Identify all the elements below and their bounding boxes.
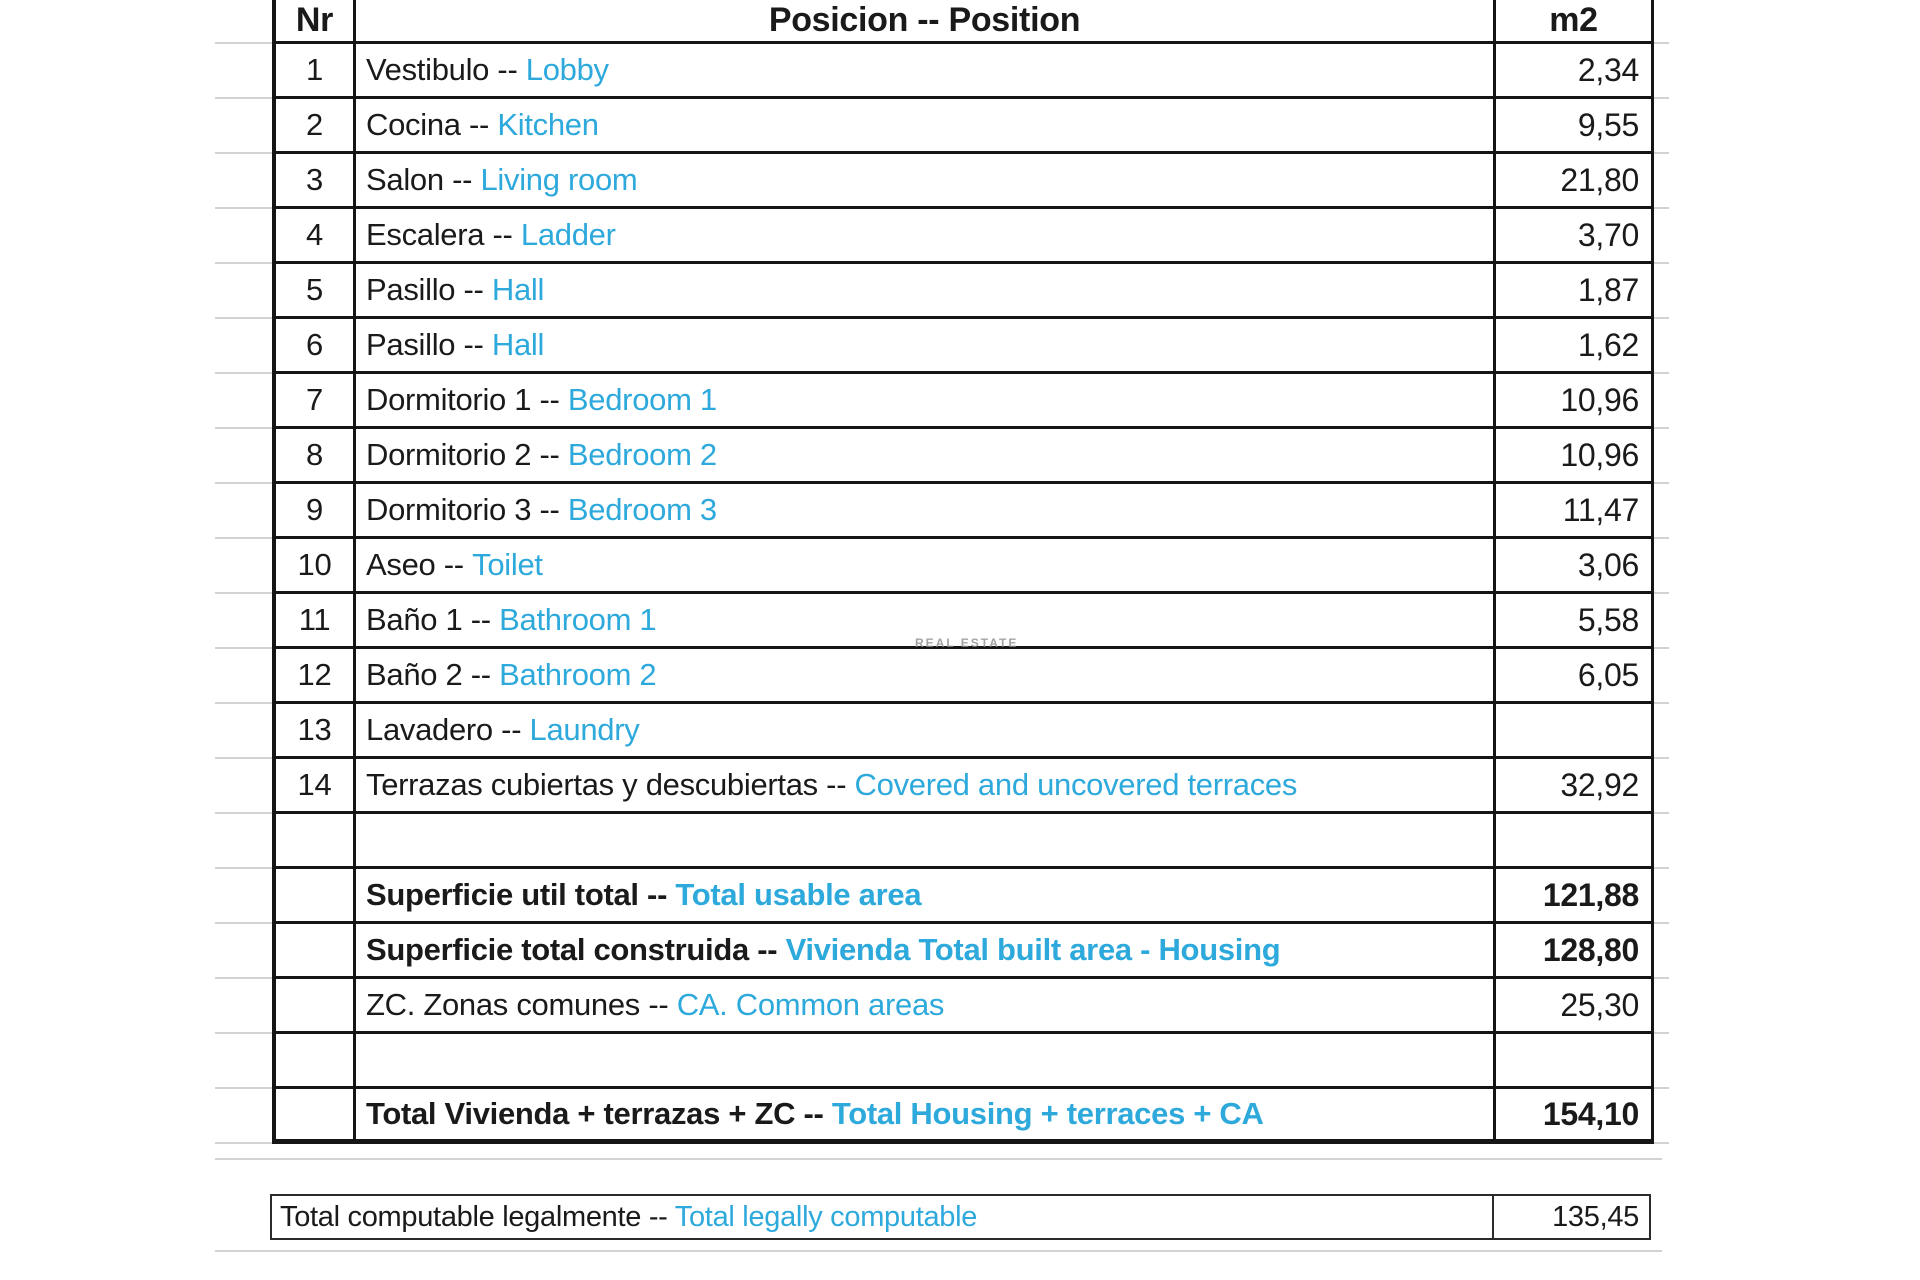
gridline-stub xyxy=(215,924,272,979)
table-row-2 xyxy=(276,99,1654,154)
m2-cell: 6,05 xyxy=(1496,649,1654,704)
gridline-stub xyxy=(1654,154,1669,209)
position-spanish: Pasillo -- xyxy=(366,272,484,307)
m2-cell xyxy=(1496,814,1654,869)
position-cell xyxy=(356,99,1496,154)
position-spanish: Escalera -- xyxy=(366,217,513,252)
gridline-stub xyxy=(1654,484,1669,539)
legal-total-en: Total legally computable xyxy=(674,1200,978,1233)
gridline-stub xyxy=(1654,374,1669,429)
position-english: Bedroom 3 xyxy=(559,492,717,527)
position-english: Hall xyxy=(483,272,545,307)
m2-cell: 21,80 xyxy=(1496,154,1654,209)
row-number: 7 xyxy=(276,374,356,429)
gridline-stub xyxy=(215,99,272,154)
row-number xyxy=(276,924,356,979)
summary-row xyxy=(276,979,1654,1034)
table-row-8 xyxy=(276,429,1654,484)
position-english: Lobby xyxy=(517,52,609,87)
row-number: 1 xyxy=(276,44,356,99)
gridline-stub xyxy=(1654,924,1669,979)
position-spanish: Superficie util total -- xyxy=(366,877,668,912)
gridline-stub xyxy=(1654,319,1669,374)
m2-cell: 3,06 xyxy=(1496,539,1654,594)
gridline-stub xyxy=(1654,0,1669,44)
gridline-stub xyxy=(1654,1089,1669,1144)
m2-cell: 128,80 xyxy=(1496,924,1654,979)
row-number: 14 xyxy=(276,759,356,814)
gridline-stub xyxy=(215,1034,272,1089)
position-spanish: Superficie total construida -- xyxy=(366,932,778,967)
position-spanish: Cocina -- xyxy=(366,107,490,142)
gridline-stub xyxy=(215,264,272,319)
summary-row xyxy=(276,924,1654,979)
m2-cell: 121,88 xyxy=(1496,869,1654,924)
position-english: Bathroom 2 xyxy=(490,657,657,692)
header-row xyxy=(276,0,1654,44)
position-cell xyxy=(356,704,1496,759)
row-number xyxy=(276,814,356,869)
gridline-stub xyxy=(1654,869,1669,924)
table-row-3 xyxy=(276,154,1654,209)
header-m2: m2 xyxy=(1496,0,1654,44)
gridline-stub xyxy=(1654,649,1669,704)
row-number: 4 xyxy=(276,209,356,264)
row-number xyxy=(276,1034,356,1089)
gap-gridline-bottom xyxy=(215,1250,1662,1252)
row-number: 6 xyxy=(276,319,356,374)
gridline-stub xyxy=(215,704,272,759)
position-english: Ladder xyxy=(512,217,616,252)
gridline-stub xyxy=(1654,1034,1669,1089)
gridline-stub xyxy=(215,154,272,209)
position-english: Toilet xyxy=(463,547,543,582)
legal-total-label xyxy=(272,1201,1492,1234)
table-row-10 xyxy=(276,539,1654,594)
summary-row xyxy=(276,1089,1654,1144)
row-number: 13 xyxy=(276,704,356,759)
header-position: Posicion -- Position xyxy=(356,0,1496,44)
legal-total-row xyxy=(270,1194,1651,1240)
position-cell xyxy=(356,979,1496,1034)
spacer-row xyxy=(276,814,1654,869)
position-cell xyxy=(356,1034,1496,1089)
m2-cell xyxy=(1496,1034,1654,1089)
gridline-stub xyxy=(215,539,272,594)
m2-cell: 10,96 xyxy=(1496,429,1654,484)
position-english: Laundry xyxy=(521,712,640,747)
position-spanish: Vestibulo -- xyxy=(366,52,518,87)
gridline-stub xyxy=(1654,99,1669,154)
position-cell xyxy=(356,924,1496,979)
gridline-stub xyxy=(215,1089,272,1144)
row-number: 9 xyxy=(276,484,356,539)
gridline-stub xyxy=(215,979,272,1034)
m2-cell: 1,62 xyxy=(1496,319,1654,374)
position-spanish: Aseo -- xyxy=(366,547,464,582)
position-spanish: Dormitorio 3 -- xyxy=(366,492,560,527)
m2-cell: 2,34 xyxy=(1496,44,1654,99)
row-number: 12 xyxy=(276,649,356,704)
legal-total-value: 135,45 xyxy=(1492,1196,1649,1238)
position-english: Kitchen xyxy=(489,107,599,142)
position-cell xyxy=(356,814,1496,869)
gridline-stub xyxy=(1654,814,1669,869)
row-number: 8 xyxy=(276,429,356,484)
gridline-stub xyxy=(1654,209,1669,264)
position-cell xyxy=(356,869,1496,924)
m2-cell: 5,58 xyxy=(1496,594,1654,649)
gridline-stub xyxy=(1654,429,1669,484)
row-number xyxy=(276,1089,356,1144)
watermark-text: REAL ESTATE xyxy=(915,636,1019,650)
table-row-14 xyxy=(276,759,1654,814)
position-cell xyxy=(356,484,1496,539)
gridline-stub xyxy=(1654,539,1669,594)
position-cell xyxy=(356,154,1496,209)
table-layout xyxy=(215,0,1669,1144)
table-row-4 xyxy=(276,209,1654,264)
row-number: 5 xyxy=(276,264,356,319)
table-row-13 xyxy=(276,704,1654,759)
gridline-stub xyxy=(215,319,272,374)
row-number: 3 xyxy=(276,154,356,209)
gap-gridline-top xyxy=(215,1158,1662,1160)
main-table xyxy=(272,0,1654,1144)
gridline-stub xyxy=(215,869,272,924)
m2-cell: 3,70 xyxy=(1496,209,1654,264)
row-number: 11 xyxy=(276,594,356,649)
position-spanish: Total Vivienda + terrazas + ZC -- xyxy=(366,1096,824,1131)
m2-cell: 25,30 xyxy=(1496,979,1654,1034)
position-english: Living room xyxy=(472,162,638,197)
gridline-stub xyxy=(215,484,272,539)
gridline-strip-left xyxy=(215,0,272,1144)
gridline-stub xyxy=(215,594,272,649)
position-cell xyxy=(356,209,1496,264)
position-english: Covered and uncovered terraces xyxy=(846,767,1298,802)
position-cell xyxy=(356,759,1496,814)
m2-cell: 1,87 xyxy=(1496,264,1654,319)
gridline-stub xyxy=(215,44,272,99)
m2-cell: 10,96 xyxy=(1496,374,1654,429)
position-cell xyxy=(356,539,1496,594)
gridline-stub xyxy=(215,759,272,814)
position-cell xyxy=(356,1089,1496,1144)
header-nr: Nr xyxy=(276,0,356,44)
row-number xyxy=(276,979,356,1034)
position-cell xyxy=(356,374,1496,429)
position-spanish: ZC. Zonas comunes -- xyxy=(366,987,669,1022)
gridline-stub xyxy=(1654,264,1669,319)
table-row-7 xyxy=(276,374,1654,429)
position-cell xyxy=(356,264,1496,319)
position-spanish: Pasillo -- xyxy=(366,327,484,362)
position-spanish: Lavadero -- xyxy=(366,712,522,747)
spacer-row xyxy=(276,1034,1654,1089)
gridline-stub xyxy=(215,374,272,429)
row-number: 10 xyxy=(276,539,356,594)
position-spanish: Baño 2 -- xyxy=(366,657,491,692)
gridline-stub xyxy=(1654,44,1669,99)
position-cell xyxy=(356,319,1496,374)
position-spanish: Dormitorio 2 -- xyxy=(366,437,560,472)
gridline-stub xyxy=(1654,594,1669,649)
position-spanish: Baño 1 -- xyxy=(366,602,491,637)
gridline-stub xyxy=(215,814,272,869)
position-english: Total Housing + terraces + CA xyxy=(823,1096,1264,1131)
position-spanish: Terrazas cubiertas y descubiertas -- xyxy=(366,767,847,802)
summary-row xyxy=(276,869,1654,924)
position-english: Bedroom 2 xyxy=(559,437,717,472)
position-spanish: Salon -- xyxy=(366,162,473,197)
m2-cell xyxy=(1496,704,1654,759)
row-number: 2 xyxy=(276,99,356,154)
gridline-stub xyxy=(215,429,272,484)
gridline-strip-right xyxy=(1654,0,1669,1144)
position-english: Total usable area xyxy=(667,877,922,912)
position-spanish: Dormitorio 1 -- xyxy=(366,382,560,417)
gridline-stub xyxy=(1654,704,1669,759)
position-english: Bedroom 1 xyxy=(559,382,717,417)
position-english: Bathroom 1 xyxy=(490,602,657,637)
m2-cell: 32,92 xyxy=(1496,759,1654,814)
table-row-1 xyxy=(276,44,1654,99)
m2-cell: 11,47 xyxy=(1496,484,1654,539)
gridline-stub xyxy=(215,649,272,704)
m2-cell: 9,55 xyxy=(1496,99,1654,154)
position-cell xyxy=(356,649,1496,704)
gridline-stub xyxy=(215,209,272,264)
position-english: Hall xyxy=(483,327,545,362)
table-row-6 xyxy=(276,319,1654,374)
row-number xyxy=(276,869,356,924)
position-english: CA. Common areas xyxy=(668,987,945,1022)
m2-cell: 154,10 xyxy=(1496,1089,1654,1144)
position-cell xyxy=(356,429,1496,484)
gridline-stub xyxy=(1654,979,1669,1034)
table-row-12 xyxy=(276,649,1654,704)
gridline-stub xyxy=(1654,759,1669,814)
position-cell xyxy=(356,44,1496,99)
gridline-stub xyxy=(215,0,272,44)
legal-total-es: Total computable legalmente -- xyxy=(280,1200,668,1233)
table-row-5 xyxy=(276,264,1654,319)
table-row-9 xyxy=(276,484,1654,539)
position-english: Vivienda Total built area - Housing xyxy=(777,932,1281,967)
